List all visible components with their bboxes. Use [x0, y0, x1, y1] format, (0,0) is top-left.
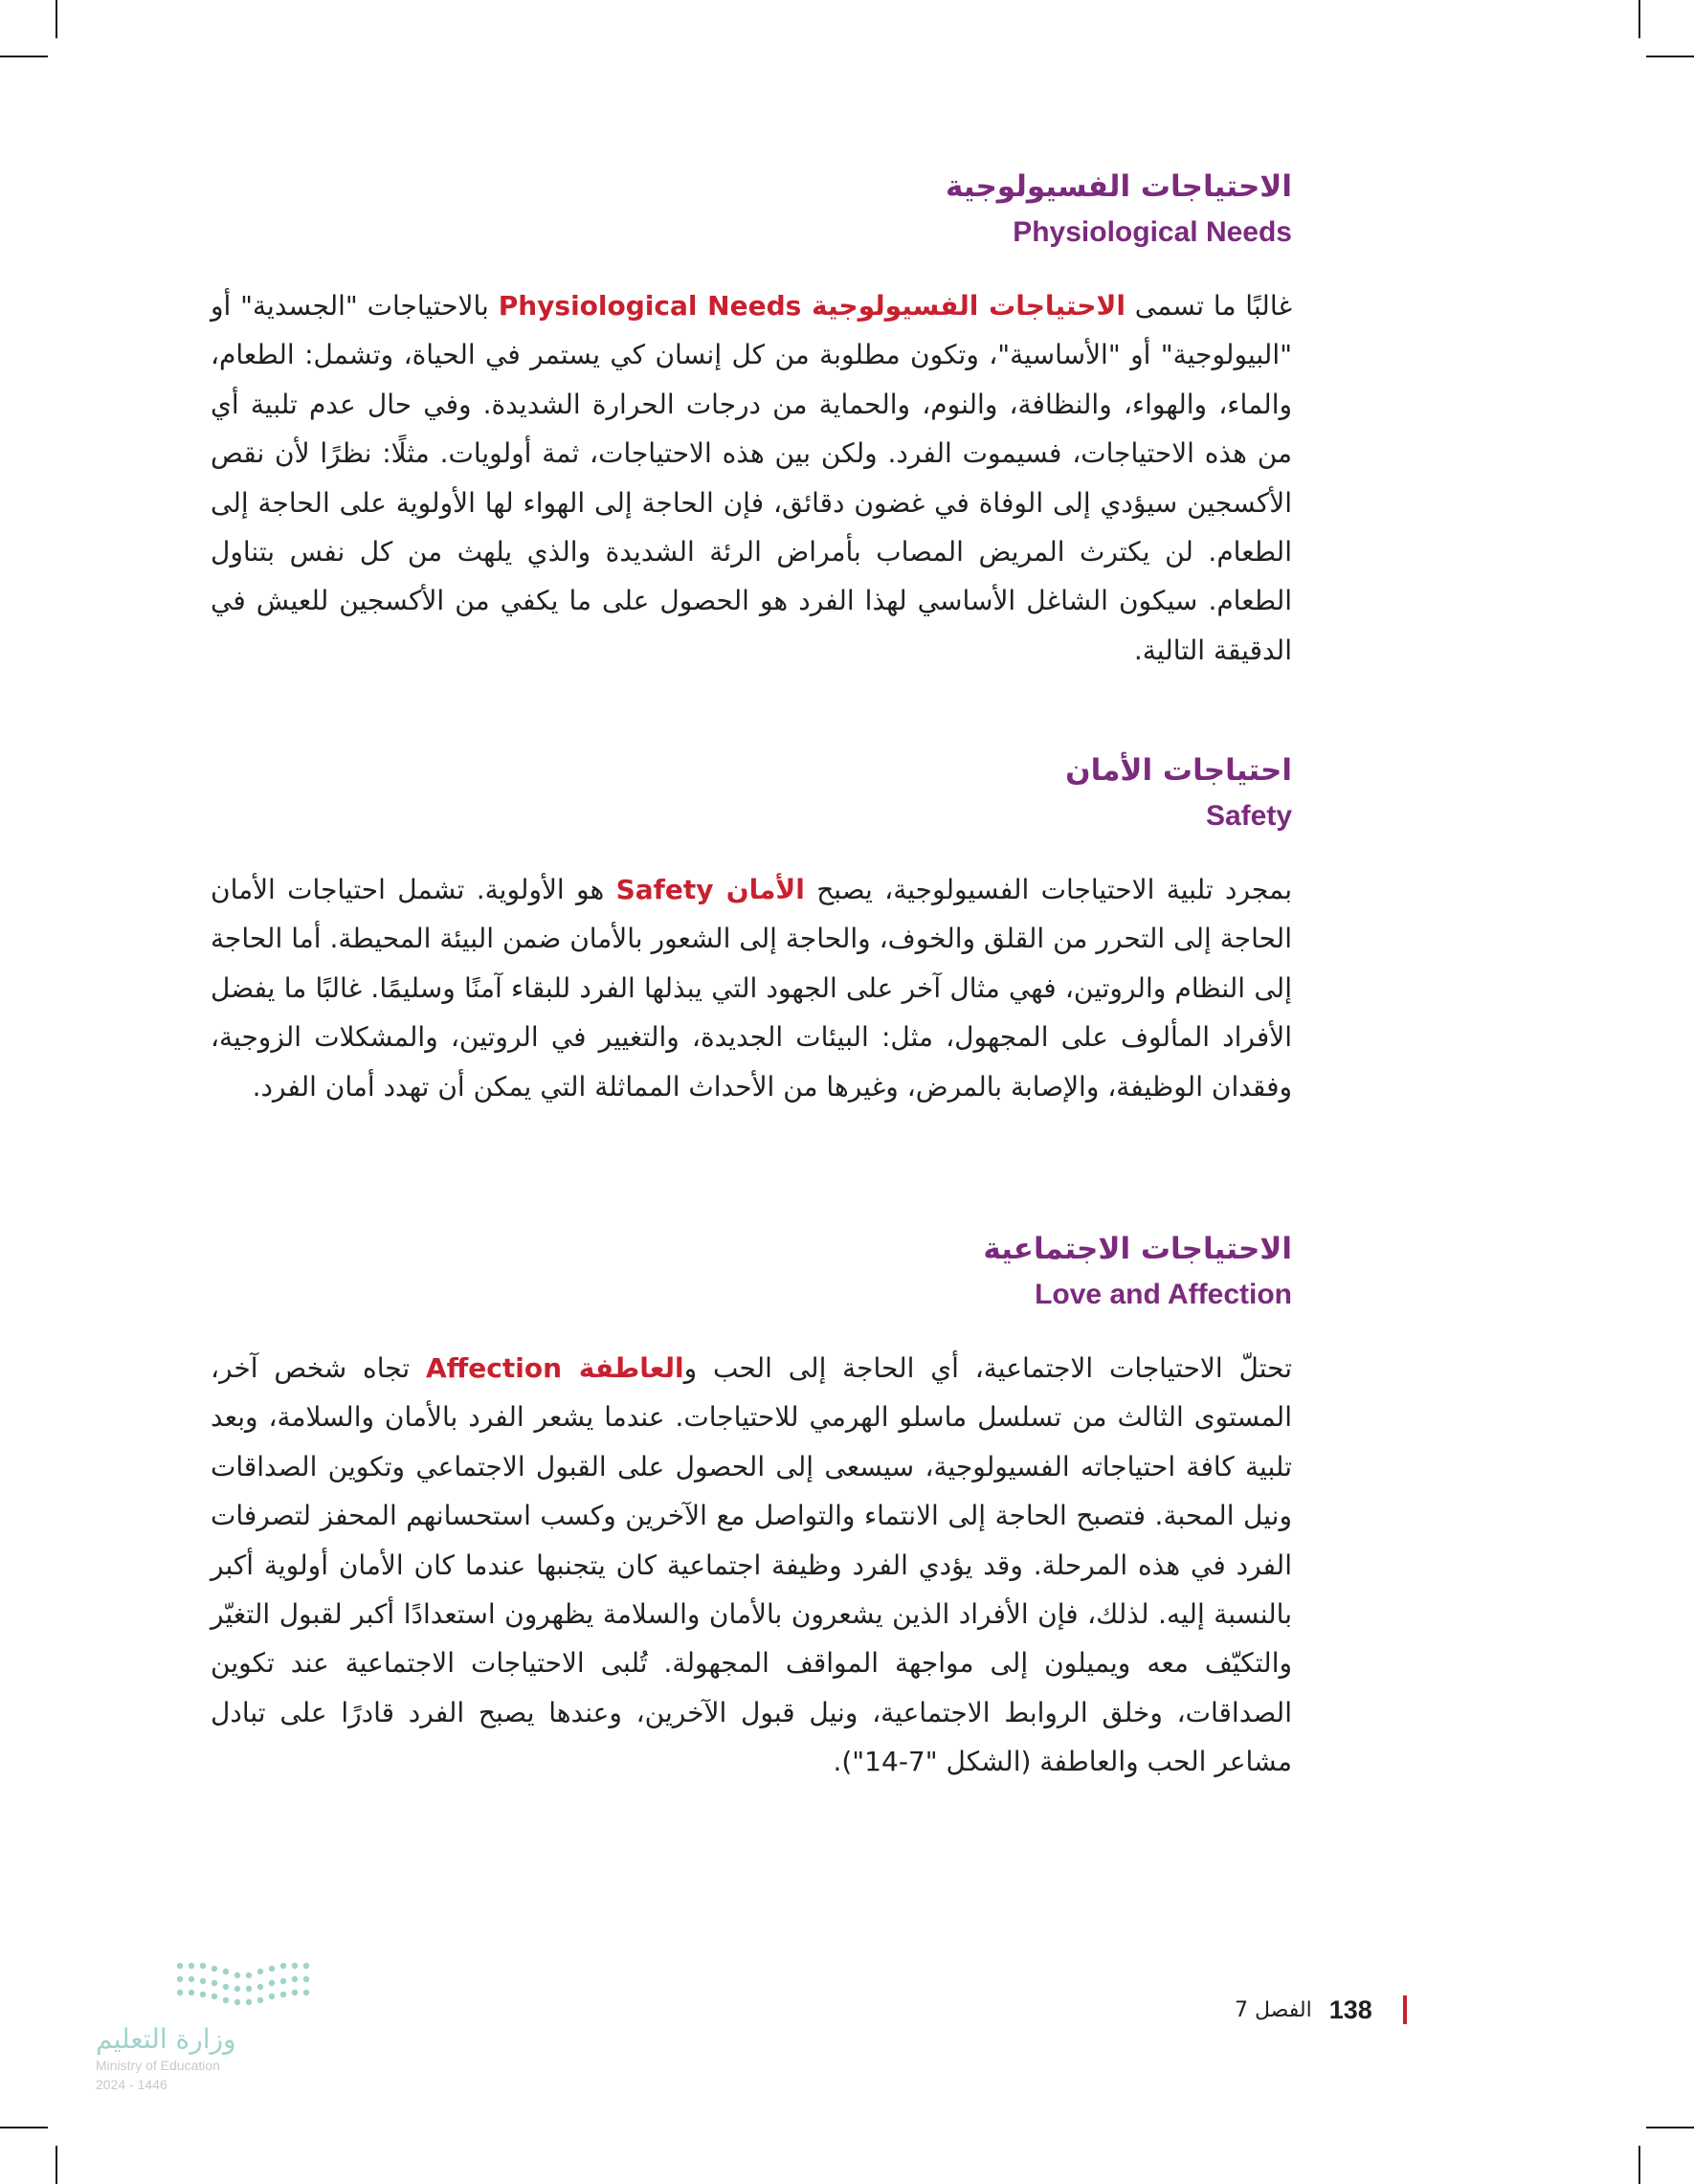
section-heading-ar: احتياجات الأمان	[1065, 753, 1292, 788]
section-physiological	[211, 167, 1292, 675]
section-paragraph	[211, 1344, 1292, 1787]
ministry-logo	[92, 1952, 350, 2091]
section-heading-en: Love and Affection	[1035, 1279, 1292, 1310]
section-love-affection	[211, 1229, 1292, 1787]
crop-mark	[0, 2127, 48, 2128]
section-heading-ar: الاحتياجات الاجتماعية	[983, 1232, 1292, 1266]
crop-mark	[1638, 0, 1640, 38]
section-safety	[211, 750, 1292, 1111]
crop-mark	[1646, 2127, 1694, 2128]
term-highlight-ar: الأمان	[725, 874, 805, 905]
section-heading-ar: الاحتياجات الفسيولوجية	[945, 169, 1292, 204]
paragraph-text: تحتلّ الاحتياجات الاجتماعية، أي الحاجة إلى الحب و	[683, 1352, 1293, 1384]
paragraph-text: بالاحتياجات "الجسدية" أو "البيولوجية" أو "الأساسية"، وتكون مطلوبة من كل إنسان كي يستمر في الحياة، وتشمل: الطعام، والماء، والهواء، والنظافة، والنوم، والحماية من درجات الحرارة الشديدة. وفي حال عدم تلبية أي من هذه الاحتياجات، فسيموت الفرد. ولكن بين هذه الاحتياجات، ثمة أولويات. مثلًا: نظرًا لأن نقص الأكسجين سيؤدي إلى الوفاة في غضون دقائق، فإن الحاجة إلى الهواء لها الأولوية على الحاجة إلى الطعام. لن يكترث المريض المصاب بأمراض الرئة الشديدة والذي يلهث من كل نفس بتناول الطعام. سيكون الشاغل الأساسي لهذا الفرد هو الحصول على ما يكفي من الأكسجين للعيش في الدقيقة التالية.	[211, 290, 1292, 666]
paragraph-text: تجاه شخص آخر، المستوى الثالث من تسلسل ماسلو الهرمي للاحتياجات. عندما يشعر الفرد بالأمان والسلامة، وبعد تلبية كافة احتياجاته الفسيولوجية، سيسعى إلى الحصول على القبول الاجتماعي وتكوين الصداقات ونيل المحبة. فتصبح الحاجة إلى الانتماء والتواصل مع الآخرين وكسب استحسانهم المحفز لتصرفات الفرد في هذه المرحلة. وقد يؤدي الفرد وظيفة اجتماعية كان يتجنبها عندما كان الأمان أولوية أكبر بالنسبة إليه. لذلك، فإن الأفراد الذين يشعرون بالأمان والسلامة يظهرون استعدادًا أكبر لقبول التغيّر والتكيّف معه ويميلون إلى مواجهة المواقف المجهولة. تُلبى الاحتياجات الاجتماعية عند تكوين الصداقات، وخلق الروابط الاجتماعية، ونيل قبول الآخرين، وعندها يصبح الفرد قادرًا على تبادل مشاعر الحب والعاطفة (الشكل "7-14").	[211, 1352, 1292, 1778]
chapter-label: الفصل 7	[1235, 1997, 1312, 2022]
term-highlight-en: Safety	[615, 874, 726, 905]
logo-years: 2024 - 1446	[96, 2077, 167, 2092]
term-highlight-en: Affection	[425, 1352, 579, 1384]
paragraph-text: بمجرد تلبية الاحتياجات الفسيولوجية، يصبح	[804, 874, 1292, 905]
crop-mark	[0, 56, 48, 57]
crop-mark	[1646, 56, 1694, 57]
logo-text-ar: وزارة التعليم	[96, 2023, 236, 2055]
section-heading-en: Safety	[1205, 800, 1292, 832]
term-highlight-ar: العاطفة	[578, 1352, 684, 1384]
crop-mark	[56, 2146, 57, 2184]
footer-accent-bar	[1403, 1995, 1407, 2024]
term-highlight-en: Physiological Needs	[498, 290, 812, 322]
page-footer	[1235, 1991, 1407, 2029]
paragraph-text: غالبًا ما تسمى	[1125, 290, 1292, 322]
ministry-dots-icon	[92, 1952, 350, 2019]
crop-mark	[1638, 2146, 1640, 2184]
section-paragraph	[211, 281, 1292, 675]
crop-mark	[56, 0, 57, 38]
term-highlight-ar: الاحتياجات الفسيولوجية	[812, 290, 1126, 322]
section-heading-en: Physiological Needs	[1013, 216, 1292, 248]
logo-text-en: Ministry of Education	[96, 2058, 220, 2073]
page-number: 138	[1328, 1995, 1372, 2024]
section-paragraph	[211, 865, 1292, 1111]
paragraph-text: هو الأولوية. تشمل احتياجات الأمان الحاجة إلى التحرر من القلق والخوف، والحاجة إلى الشعور بالأمان ضمن البيئة المحيطة. أما الحاجة إلى النظام والروتين، فهي مثال آخر على الجهود التي يبذلها الفرد للبقاء آمنًا وسليمًا. غالبًا ما يفضل الأفراد المألوف على المجهول، مثل: البيئات الجديدة، والتغيير في الروتين، والمشكلات الزوجية، وفقدان الوظيفة، والإصابة بالمرض، وغيرها من الأحداث المماثلة التي يمكن أن تهدد أمان الفرد.	[211, 874, 1292, 1103]
